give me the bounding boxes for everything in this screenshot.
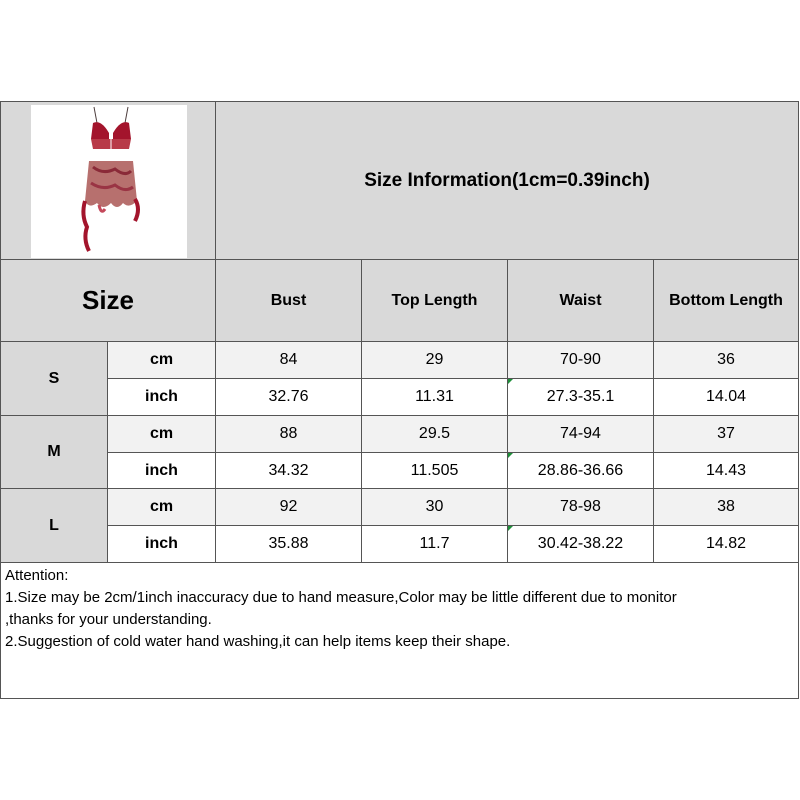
attention-line-1: 1.Size may be 2cm/1inch inaccuracy due to hand measure,Color may be little different due to monitor — [5, 589, 677, 606]
value-cell: 14.04 — [653, 378, 799, 416]
attention-notes — [0, 562, 799, 699]
unit-inch: inch — [107, 378, 216, 416]
value-cell — [507, 452, 654, 489]
value-cell: 70-90 — [507, 341, 654, 379]
value-cell: 11.7 — [361, 525, 508, 563]
unit-inch: inch — [107, 452, 216, 489]
value-text: 30.42-38.22 — [537, 535, 624, 552]
unit-cm: cm — [107, 341, 216, 379]
value-cell: 36 — [653, 341, 799, 379]
value-text: 27.3-35.1 — [546, 388, 615, 405]
value-cell: 14.43 — [653, 452, 799, 489]
attention-line-2: 2.Suggestion of cold water hand washing,it can help items keep their shape. — [5, 633, 511, 650]
value-cell: 78-98 — [507, 488, 654, 526]
value-cell: 88 — [215, 415, 362, 453]
unit-inch: inch — [107, 525, 216, 563]
value-cell: 14.82 — [653, 525, 799, 563]
value-cell: 11.31 — [361, 378, 508, 416]
value-cell: 30 — [361, 488, 508, 526]
value-cell: 32.76 — [215, 378, 362, 416]
value-cell: 11.505 — [361, 452, 508, 489]
product-garment-icon — [31, 105, 187, 258]
value-cell: 92 — [215, 488, 362, 526]
value-text: 28.86-36.66 — [537, 461, 624, 479]
value-cell: 84 — [215, 341, 362, 379]
value-cell — [507, 378, 654, 416]
value-cell: 37 — [653, 415, 799, 453]
value-cell: 29 — [361, 341, 508, 379]
size-label-l: L — [0, 488, 108, 563]
size-header: Size — [0, 259, 216, 342]
value-cell — [507, 525, 654, 563]
product-photo — [31, 105, 187, 258]
chart-title: Size Information(1cm=0.39inch) — [215, 101, 799, 260]
value-cell: 74-94 — [507, 415, 654, 453]
column-header-bust: Bust — [215, 259, 362, 342]
attention-line-1-continued: ,thanks for your understanding. — [5, 611, 212, 628]
column-header-waist: Waist — [507, 259, 654, 342]
unit-cm: cm — [107, 488, 216, 526]
value-cell: 29.5 — [361, 415, 508, 453]
value-cell: 35.88 — [215, 525, 362, 563]
value-cell: 34.32 — [215, 452, 362, 489]
size-label-s: S — [0, 341, 108, 416]
cell-comment-marker — [508, 526, 513, 531]
attention-heading: Attention: — [5, 567, 69, 584]
unit-cm: cm — [107, 415, 216, 453]
product-image-cell — [0, 101, 216, 260]
column-header-bottom-length: Bottom Length — [653, 259, 799, 342]
cell-comment-marker — [508, 379, 513, 384]
size-label-m: M — [0, 415, 108, 489]
value-cell: 38 — [653, 488, 799, 526]
column-header-top-length: Top Length — [361, 259, 508, 342]
size-chart-table — [0, 101, 799, 698]
cell-comment-marker — [508, 453, 513, 458]
